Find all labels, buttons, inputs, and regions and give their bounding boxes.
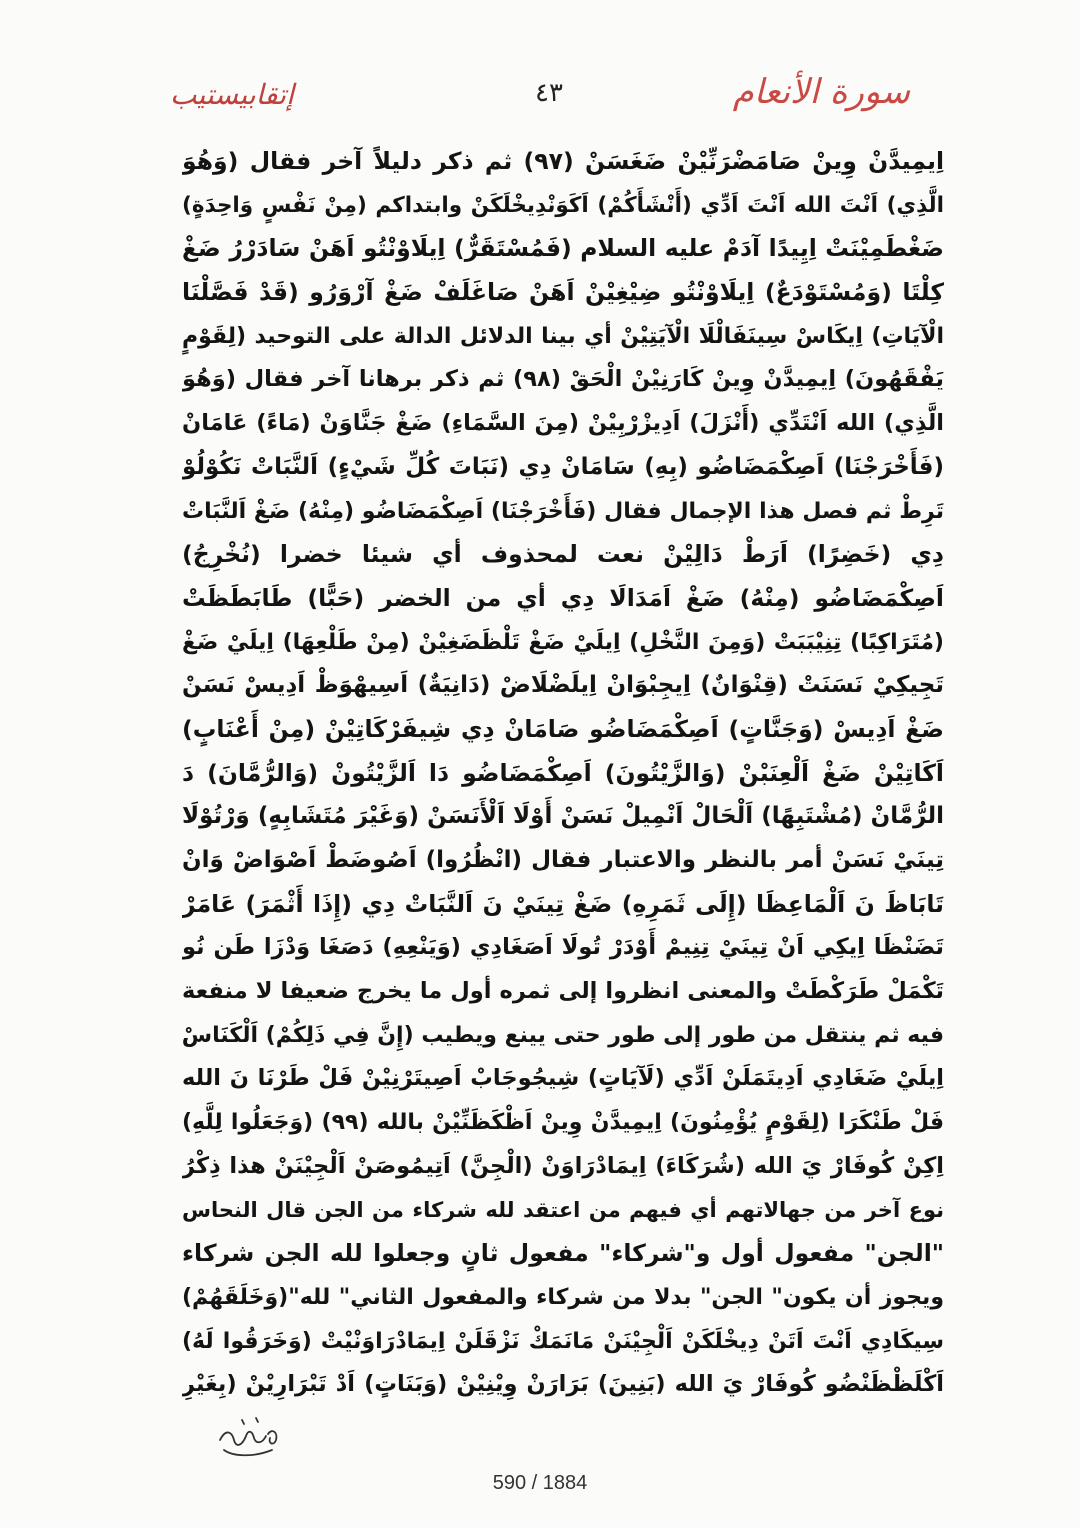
tafsir-text-body [182, 140, 944, 1407]
text-line: يَفْقَهُونَ) اِيمِيدَّنْ وِينْ كَارَنِيْنْ الْحَقْ (٩٨) ثم ذكر برهانا آخر فقال (وَهُوَ [182, 366, 944, 393]
text-line: اِيلَيْ ضَغَادِي اَدِيتَمَلَنْ اَدِّي (لَآيَاتٍ) شِيجُوجَابْ اَصِيتَرْنِيْنْ فَلْ طَرْنَا نَ الله [182, 1065, 944, 1092]
text-line: اَصِكْمَضَاضُو (مِنْهُ) ضَغْ اَمَدَالَا دِي أي من الخضر (حَبًّا) طَابَطَظَتْ [182, 583, 944, 612]
text-line: اِيمِيدَّنْ وِينْ صَامَضْرَنِّيْنْ ضَغَسَنْ (٩٧) ثم ذكر دليلاً آخر فقال (وَهُوَ [182, 147, 944, 175]
text-line: ويجوز أن يكون" الجن" بدلا من شركاء والمفعول الثاني" لله"(وَخَلَقَهُمْ) [182, 1284, 944, 1310]
text-line: الْآيَاتِ) اِيكَاسْ سِينَفَالْلَا الْآيَتِيْنْ أي بينا الدلائل الدالة على التوحيد (لِقَوْمٍ [182, 323, 944, 349]
text-line: فيه ثم ينتقل من طور إلى طور حتى يينع ويطيب (إِنَّ فِي ذَلِكُمْ) اَلْكَنَاسْ [182, 1022, 944, 1048]
text-line: الَّذِي) اَنْتَ الله اَنْتَ اَدِّي (أَنْشَأَكُمْ) اَكَوَنْدِيخْلَكَنْ وابتداكم (مِنْ نَفْسٍ وَاحِدَةٍ) [182, 192, 944, 218]
text-line: تَابَاظَ نَ اَلْمَاعِظَا (إِلَى ثَمَرِهِ) ضَغْ تِينَيْ نَ اَلنَّبَاتْ دِي (إِذَا أَثْمَرَ) عَامَرْ [182, 889, 944, 918]
text-line: اَكَاتِيْنْ ضَغْ اَلْعِنَبْنْ (وَالزَّيْتُونَ) اَصِكْمَضَاضُو دَا اَلزَّيْتُونْ (وَالرُّمَّانَ) دَ [182, 758, 944, 787]
text-line: تَرِطْ ثم فصل هذا الإجمال فقال (فَأَخْرَجْنَا) اَصِكْمَضَاضُو (مِنْهُ) ضَغْ اَلنَّبَاتْ [182, 498, 944, 524]
text-line: تِينَيْ نَسَنْ أمر بالنظر والاعتبار فقال (انْظُرُوا) اَصُوضَطْ اَصْوَاضْ وَانْ [182, 847, 944, 873]
text-line: سِيكَادِي اَنْتَ اَتَنْ دِيخْلَكَنْ اَلْجِيْنَنْ مَانَمَكْ نَزْقَلَنْ اِيمَادْرَاوَنْيْتْ (وَخَرَقُوا لَهُ) [182, 1328, 944, 1354]
text-line: (مُتَرَاكِبًا) تِنِيْبَبَتْ (وَمِنَ النَّخْلِ) اِيلَيْ ضَغْ تَلْظَضَغِيْنْ (مِنْ طَلْعِهَا) اِيلَيْ ضَغْ [182, 629, 944, 655]
text-line: كِلْتَا (وَمُسْتَوْدَعٌ) اِيلَاوْنْتُو ضِيْغِيْنْ اَهَنْ صَاغَلَفْ ضَغْ آرْوَرُو (قَدْ فَصَّلْنَا [182, 278, 944, 307]
text-line: اِكِنْ كُوفَارْ يَ الله (شُرَكَاءَ) اِيمَادْرَاوَنْ (الْجِنَّ) اَتِيمُوصَنْ اَلْجِيْنَنْ هذا ذِكْرُ [182, 1152, 944, 1179]
text-line: دِي (خَضِرًا) اَرَطْ دَالِيْنْ نعت لمحذوف أي شيئا خضرا (نُخْرِجُ) [182, 540, 944, 569]
text-line: (فَأَخْرَجْنَا) اَصِكْمَضَاضُو (بِهِ) سَامَانْ دِي (نَبَاتَ كُلِّ شَيْءٍ) اَلنَّبَاتْ نَكُوْلُوْ [182, 453, 944, 480]
text-line: ضَغْ اَدِيسْ (وَجَنَّاتٍ) اَصِكْمَضَاضُو صَامَانْ دِي شِيفَرْكَاتِيْنْ (مِنْ أَعْنَابٍ) [182, 714, 944, 743]
text-line: الَّذِي) الله اَنْتَدِّي (أَنْزَلَ) اَدِيزْرْبِيْنْ (مِنَ السَّمَاءِ) ضَغْ جَنَّاوَنْ (مَاءً) عَامَانْ [182, 410, 944, 437]
page-header [160, 72, 920, 122]
text-line: فَلْ طَنْكَرَا (لِقَوْمٍ يُؤْمِنُونَ) اِيمِيدَّنْ وِينْ اَظْكَظَنِّيْنْ بالله (٩٩) (وَجَعَلُوا لِلَّهِ) [182, 1110, 944, 1136]
text-line: اَكْلَظْظَنْضُو كُوفَارْ يَ الله (بَنِينَ) بَرَارَنْ وِيْنِيْنْ (وَبَنَاتٍ) اَدْ تَبْرَارِيْنْ (بِغَيْرِ [182, 1371, 944, 1398]
handwritten-margin-note: إتقابيستيب [170, 78, 294, 111]
text-line: ضَغْطَمِيْنَتْ اِيِيدًا آدَمْ عليه السلام (فَمُسْتَقَرٌّ) اِيلَاوْنْتُو اَهَنْ سَادَرْرُ ضَغْ [182, 234, 944, 263]
surah-title: سورة الأنعام [732, 72, 910, 112]
text-line: تَجِيكِيْ نَسَنَتْ (قِنْوَانٌ) اِيجِبْوَانْ اِيلَضْلَاضْ (دَانِيَةٌ) اَسِيهْوَظْ اَدِيسْ نَسَنْ [182, 672, 944, 699]
text-line: "الجن" مفعول أول و"شركاء" مفعول ثانٍ وجعلوا لله الجن شركاء [182, 1239, 944, 1268]
text-line: الرُّمَّانْ (مُشْتَبِهًا) اَلْحَالْ اَنْمِيلْ نَسَنْ أَوْلَا اَلْأَنَسَنْ (وَغَيْرَ مُتَشَابِهٍ) وَرْتُوْلَا [182, 803, 944, 830]
pdf-page-counter: 590 / 1884 [492, 1472, 588, 1494]
page-number-arabic: ٤٣ [535, 78, 563, 108]
text-line: تَضَنْظَا اِيكِي اَنْ تِينَيْ تِنِيمْ أَوْدَرْ تُولَا اَصَغَادِي (وَيَنْعِهِ) دَصَغَا وَدْزَا طَن نُو [182, 934, 944, 961]
handwritten-signature [212, 1410, 292, 1460]
text-line: تَكْمَلْ طَرَكْطَتْ والمعنى انظروا إلى ثمره أول ما يخرج ضعيفا لا منفعة [182, 978, 944, 1005]
text-line: نوع آخر من جهالاتهم أي فيهم من اعتقد لله شركاء من الجن قال النحاس [182, 1197, 944, 1222]
